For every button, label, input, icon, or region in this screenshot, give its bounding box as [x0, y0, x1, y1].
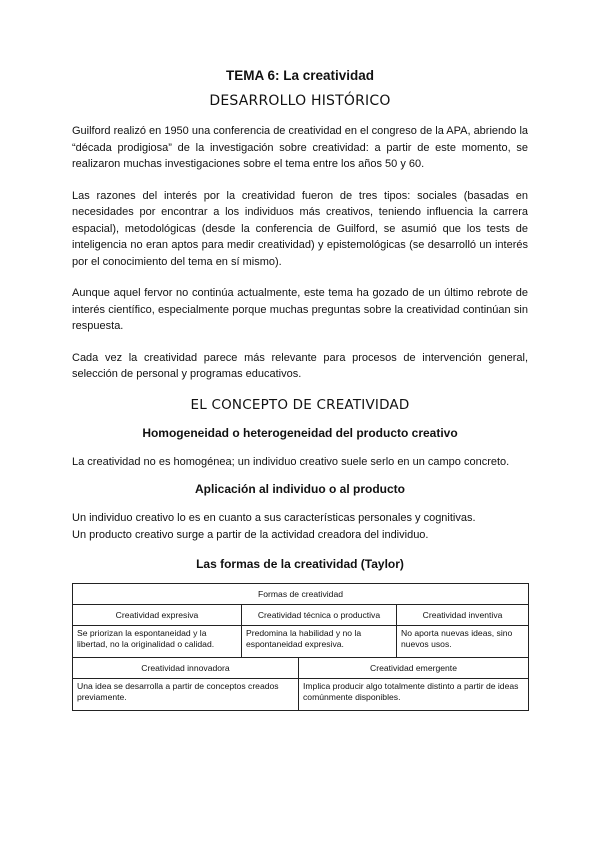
paragraph: La creatividad no es homogénea; un individuo creativo suele serlo en un campo concreto. — [72, 455, 510, 468]
paragraph: Aunque aquel fervor no continúa actualmente, este tema ha gozado de un último rebrote de interés científico, especialmente porque muchas preguntas sobre la creatividad continúan sin respuesta. — [72, 287, 528, 332]
paragraph-line: Un producto creativo surge a partir de la actividad creadora del individuo. — [72, 528, 429, 541]
paragraph: Cada vez la creatividad parece más relevante para procesos de intervención general, selección de personal y programas educativos. — [72, 351, 528, 380]
table-cell-innovadora: Creatividad innovadora — [73, 658, 299, 679]
paragraph: Las razones del interés por la creatividad fueron de tres tipos: sociales (basadas en necesidades por encontrar a los individuos más creativos, teniendo influencia la carrera espacial), metodológicas (desde la conferencia de Guilford, se asumió que los tests de inteligencia no eran aptos para medir creatividad) y epistemológicas (se desarrolló un interés por el conocimiento del tema en sí mismo). — [72, 189, 528, 268]
table-cell-expresiva-desc: Se priorizan la espontaneidad y la libertad, no la originalidad o calidad. — [73, 626, 242, 658]
table-cell-emergente: Creatividad emergente — [299, 658, 529, 679]
table-cell-inventiva-desc: No aporta nuevas ideas, sino nuevos usos. — [397, 626, 529, 658]
document-page — [72, 68, 528, 711]
table-cell-innovadora-desc: Una idea se desarrolla a partir de conceptos creados previamente. — [73, 679, 299, 711]
page-title: TEMA 6: La creatividad — [225, 68, 375, 83]
subheading-aplicacion: Aplicación al individuo o al producto — [194, 482, 405, 496]
subheading-homogeneidad: Homogeneidad o heterogeneidad del producto creativo — [142, 425, 458, 440]
creativity-forms-table — [72, 583, 529, 711]
table-cell-tecnica: Creatividad técnica o productiva — [242, 605, 397, 626]
table-header: Formas de creatividad — [73, 584, 529, 605]
subheading-formas: Las formas de la creatividad (Taylor) — [196, 557, 404, 571]
paragraph: Guilford realizó en 1950 una conferencia de creatividad en el congreso de la APA, abriendo la “década prodigiosa” de la investigación sobre creatividad: a partir de este momento, se realizaron muchas investigaciones sobre el tema entre los años 50 y 60. — [72, 125, 528, 170]
table-cell-expresiva: Creatividad expresiva — [73, 605, 242, 626]
section-heading-historico: DESARROLLO HISTÓRICO — [209, 93, 391, 109]
table-cell-emergente-desc: Implica producir algo totalmente distinto a partir de ideas comúnmente disponibles. — [299, 679, 529, 711]
table-cell-inventiva: Creatividad inventiva — [397, 605, 529, 626]
table-cell-tecnica-desc: Predomina la habilidad y no la espontaneidad expresiva. — [242, 626, 397, 658]
paragraph-line: Un individuo creativo lo es en cuanto a sus características personales y cognitivas. — [72, 512, 476, 524]
section-heading-concepto: EL CONCEPTO DE CREATIVIDAD — [190, 396, 410, 413]
